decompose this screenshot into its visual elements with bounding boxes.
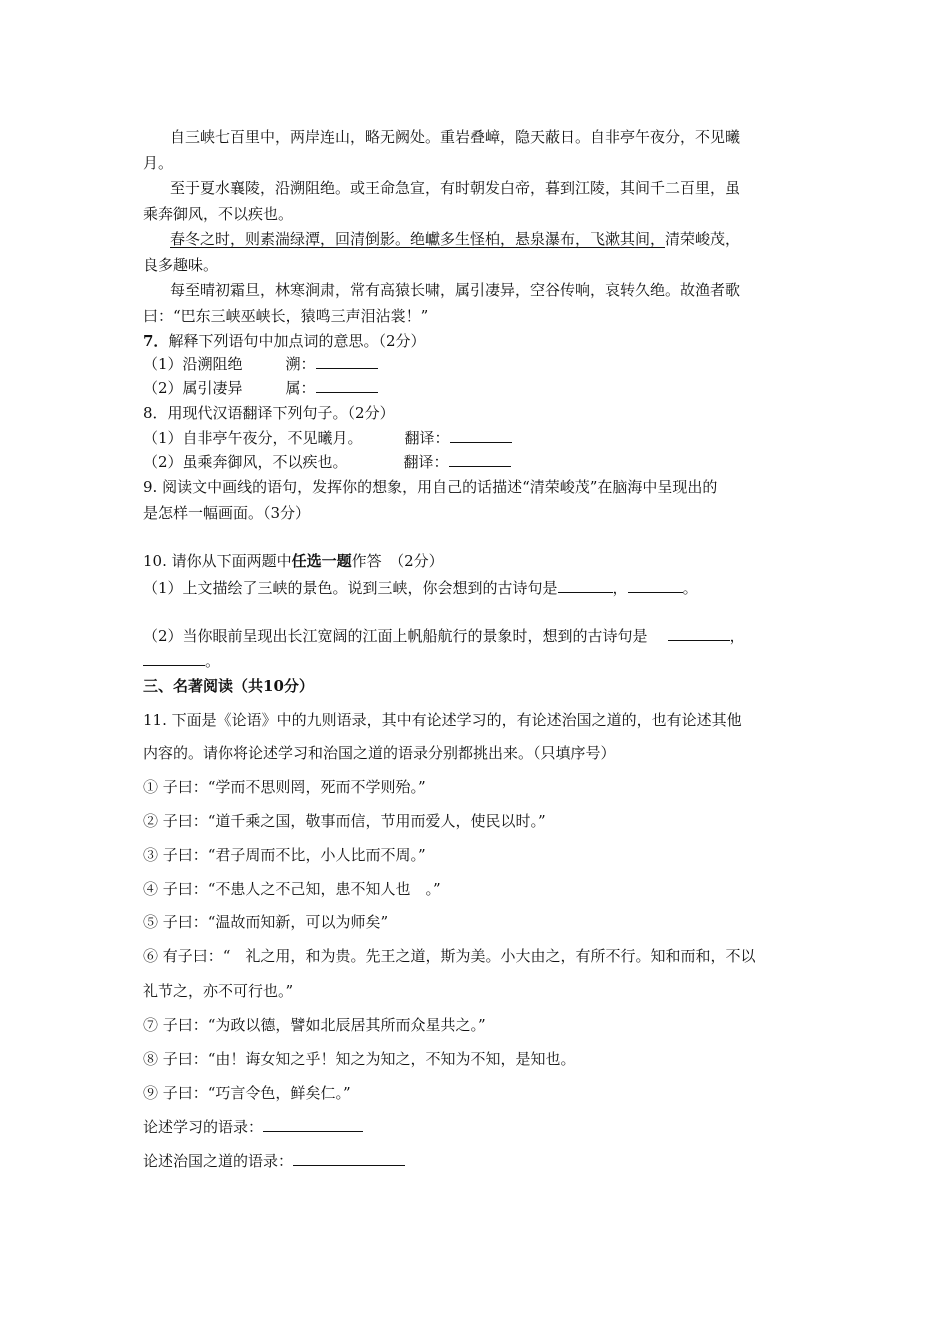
section3-title: 三、名著阅读（共10分） xyxy=(143,677,314,695)
q7-item2 xyxy=(143,378,378,398)
q10-pre: 10. 请你从下面两题中 xyxy=(143,552,292,570)
q7-number: 7． xyxy=(143,332,169,350)
q10-item2-blank1[interactable] xyxy=(668,626,730,641)
answer-govern-label: 论述治国之道的语录： xyxy=(143,1152,294,1170)
answer-govern-blank[interactable] xyxy=(293,1151,405,1166)
q10-item2-text: （2）当你眼前呈现出长江宽阔的江面上帆船航行的景象时，想到的古诗句是 xyxy=(143,627,648,645)
passage-p2-line1: 至于夏水襄陵，沿溯阻绝。或王命急宣，有时朝发白帝，暮到江陵，其间千二百里，虽 xyxy=(170,179,741,197)
q7-item2-blank[interactable] xyxy=(316,378,378,393)
quote-1: ① 子曰：“学而不思则罔，死而不学则殆。” xyxy=(143,778,426,796)
q7-item1-word: 溯： xyxy=(285,355,316,373)
q7-item1-blank[interactable] xyxy=(316,354,378,369)
q10-post: 作答 （2分） xyxy=(351,552,444,570)
q10-item1 xyxy=(143,578,698,598)
passage-p1-line2: 月。 xyxy=(143,154,174,172)
quote-9: ⑨ 子曰：“巧言令色，鲜矣仁。” xyxy=(143,1084,351,1102)
q10-item2 xyxy=(143,626,745,646)
q8-item1-blank[interactable] xyxy=(450,428,512,443)
q10-item1-text: （1）上文描绘了三峡的景色。说到三峡，你会想到的古诗句是 xyxy=(143,579,558,597)
q10-item2-blank2[interactable] xyxy=(143,651,205,666)
q8-item2-label: 翻译： xyxy=(403,453,449,471)
q8-item2-sentence: （2）虽乘奔御风，不以疾也。 xyxy=(143,453,348,471)
q7-item2-phrase: （2）属引凄异 xyxy=(143,379,243,397)
passage-p2-line2: 乘奔御风，不以疾也。 xyxy=(143,205,294,223)
passage-p3-rest: 清荣峻茂， xyxy=(665,230,741,248)
q8-item2 xyxy=(143,452,511,472)
q10-bold: 任选一题 xyxy=(291,552,352,570)
q11-prompt-line2: 内容的。请你将论述学习和治国之道的语录分别都挑出来。（只填序号） xyxy=(143,744,616,762)
q8-item1-label: 翻译： xyxy=(404,429,450,447)
q7-text: 解释下列语句中加点词的意思。（2分） xyxy=(168,332,426,350)
q8-item2-blank[interactable] xyxy=(449,452,511,467)
passage-p1-line1: 自三峡七百里中，两岸连山，略无阙处。重岩叠嶂，隐天蔽日。自非亭午夜分，不见曦 xyxy=(170,128,741,146)
q8-item1 xyxy=(143,428,512,448)
answer-study-label: 论述学习的语录： xyxy=(143,1118,264,1136)
q11-prompt-line1: 11. 下面是《论语》中的九则语录，其中有论述学习的，有论述治国之道的，也有论述其他 xyxy=(143,711,742,729)
q9-prompt-line2: 是怎样一幅画面。（3分） xyxy=(143,504,311,522)
underlined-sentence: 春冬之时，则素湍绿潭，回清倒影。绝巘多生怪柏，悬泉瀑布，飞漱其间， xyxy=(170,230,666,248)
q10-item2-cont xyxy=(143,651,220,671)
quote-4: ④ 子曰：“不患人之不己知，患不知人也 。” xyxy=(143,880,441,898)
q10-item1-blank2[interactable] xyxy=(628,578,683,593)
answer-study xyxy=(143,1117,363,1137)
q10-prompt xyxy=(143,551,444,571)
passage-p3-line2: 良多趣味。 xyxy=(143,256,219,274)
q7-item1-phrase: （1）沿溯阻绝 xyxy=(143,355,243,373)
q7-item2-word: 属： xyxy=(285,379,316,397)
quote-5: ⑤ 子曰：“温故而知新，可以为师矣” xyxy=(143,913,389,931)
answer-study-blank[interactable] xyxy=(263,1117,363,1132)
quote-6: ⑥ 有子曰：“ 礼之用，和为贵。先王之道，斯为美。小大由之，有所不行。知和而和，不以 xyxy=(143,947,756,965)
answer-govern xyxy=(143,1151,405,1171)
quote-2: ② 子曰：“道千乘之国，敬事而信，节用而爱人，使民以时。” xyxy=(143,812,546,830)
q10-item1-period: 。 xyxy=(682,579,698,597)
q7-prompt xyxy=(143,331,425,351)
q8-prompt: 8．用现代汉语翻译下列句子。（2分） xyxy=(143,404,395,422)
quote-3: ③ 子曰：“君子周而不比，小人比而不周。” xyxy=(143,846,426,864)
q10-item1-blank1[interactable] xyxy=(558,578,613,593)
passage-p4-line2: 曰：“巴东三峡巫峡长，猿鸣三声泪沾裳！” xyxy=(143,307,429,325)
passage-p3-line1 xyxy=(170,229,740,249)
quote-8: ⑧ 子曰：“由！诲女知之乎！知之为知之，不知为不知，是知也。 xyxy=(143,1050,576,1068)
q9-prompt-line1: 9. 阅读文中画线的语句，发挥你的想象，用自己的话描述“清荣峻茂”在脑海中呈现出的 xyxy=(143,478,718,496)
quote-6-cont: 礼节之，亦不可行也。” xyxy=(143,982,294,1000)
q10-item2-comma: ， xyxy=(729,627,745,645)
quote-7: ⑦ 子曰：“为政以德，譬如北辰居其所而众星共之。” xyxy=(143,1016,486,1034)
passage-p4-line1: 每至晴初霜旦，林寒涧肃，常有高猿长啸，属引凄异，空谷传响，哀转久绝。故渔者歌 xyxy=(170,281,741,299)
q10-item2-period: 。 xyxy=(205,652,221,670)
q10-item1-comma: ， xyxy=(612,579,628,597)
q8-item1-sentence: （1）自非亭午夜分，不见曦月。 xyxy=(143,429,363,447)
q7-item1 xyxy=(143,354,378,374)
